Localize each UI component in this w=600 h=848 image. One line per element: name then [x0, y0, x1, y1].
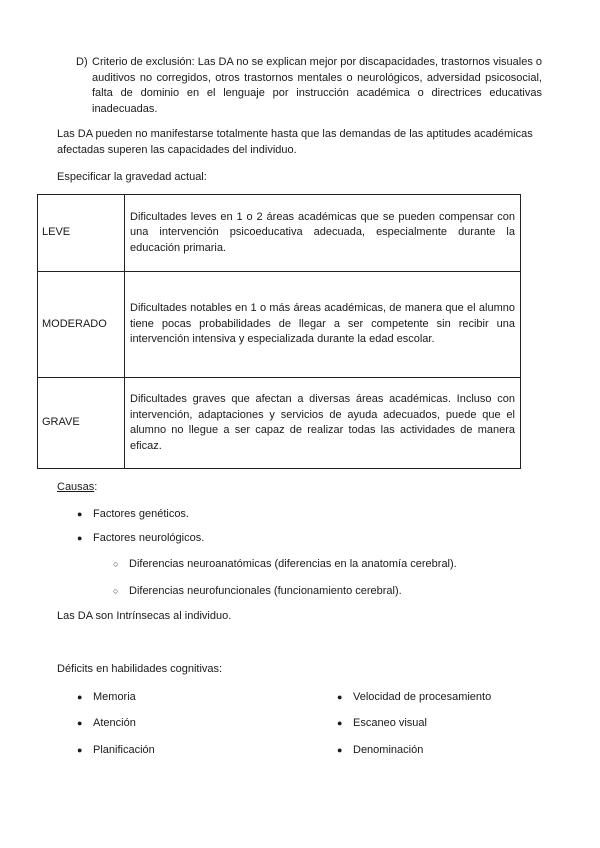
bullet-icon: ●	[77, 509, 83, 519]
causes-title: Causas	[57, 481, 95, 493]
deficit-item: Velocidad de procesamiento	[353, 691, 492, 703]
severity-description: Dificultades graves que afectan a diversas áreas académicas. Incluso con intervención, adaptaciones y servicios de ayuda adecuados, puede que el alumno no llegue a ser capaz de realizar todas las actividades de manera eficaz.	[125, 378, 521, 469]
list-marker: D)	[76, 56, 88, 68]
severity-level: MODERADO	[38, 272, 125, 378]
cause-sub-item: Diferencias neurofuncionales (funcionamiento cerebral).	[129, 585, 402, 597]
severity-level: GRAVE	[38, 378, 125, 469]
manifest-paragraph: Las DA pueden no manifestarse totalmente hasta que las demandas de las aptitudes académicas afectadas superen las capacidades del individuo.	[57, 128, 533, 156]
bullet-icon: ●	[337, 718, 343, 728]
causes-heading	[57, 480, 97, 496]
severity-intro: Especificar la gravedad actual:	[57, 171, 207, 183]
cause-item: Factores neurológicos.	[93, 532, 205, 544]
bullet-icon: ●	[77, 718, 83, 728]
cause-sub-item: Diferencias neuroanatómicas (diferencias en la anatomía cerebral).	[129, 558, 457, 570]
severity-level: LEVE	[38, 195, 125, 272]
deficit-item: Memoria	[93, 691, 136, 703]
deficit-item: Escaneo visual	[353, 717, 427, 729]
exclusion-criterion-item	[76, 55, 542, 117]
table-row	[38, 195, 521, 272]
causes-title-colon: :	[94, 481, 98, 493]
deficit-item: Planificación	[93, 744, 155, 756]
deficit-item: Atención	[93, 717, 136, 729]
severity-description: Dificultades notables en 1 o más áreas académicas, de manera que el alumno tiene pocas probabilidades de llegar a ser competente sin recibir una intervención intensiva y especializada durante la edad escolar.	[125, 272, 521, 378]
intrinsic-paragraph: Las DA son Intrínsecas al individuo.	[57, 610, 232, 622]
exclusion-criterion-text: Criterio de exclusión: Las DA no se explican mejor por discapacidades, trastornos visuales o auditivos no corregidos, otros trastornos mentales o neurológicos, adversidad psicosocial, falta de dominio en el lenguaje por instrucción académica o directrices educativas inadecuadas.	[92, 56, 543, 115]
hollow-bullet-icon: ○	[113, 586, 119, 596]
severity-table	[37, 194, 521, 469]
cognitive-deficits-title: Déficits en habilidades cognitivas:	[57, 663, 223, 675]
table-row	[38, 378, 521, 469]
deficit-item: Denominación	[353, 744, 424, 756]
bullet-icon: ●	[77, 692, 83, 702]
bullet-icon: ●	[77, 533, 83, 543]
hollow-bullet-icon: ○	[113, 559, 119, 569]
bullet-icon: ●	[77, 745, 83, 755]
bullet-icon: ●	[337, 745, 343, 755]
bullet-icon: ●	[337, 692, 343, 702]
cause-item: Factores genéticos.	[93, 508, 189, 520]
table-row	[38, 272, 521, 378]
severity-description: Dificultades leves en 1 o 2 áreas académicas que se pueden compensar con una intervención psicoeducativa adecuada, especialmente durante la educación primaria.	[125, 195, 521, 272]
